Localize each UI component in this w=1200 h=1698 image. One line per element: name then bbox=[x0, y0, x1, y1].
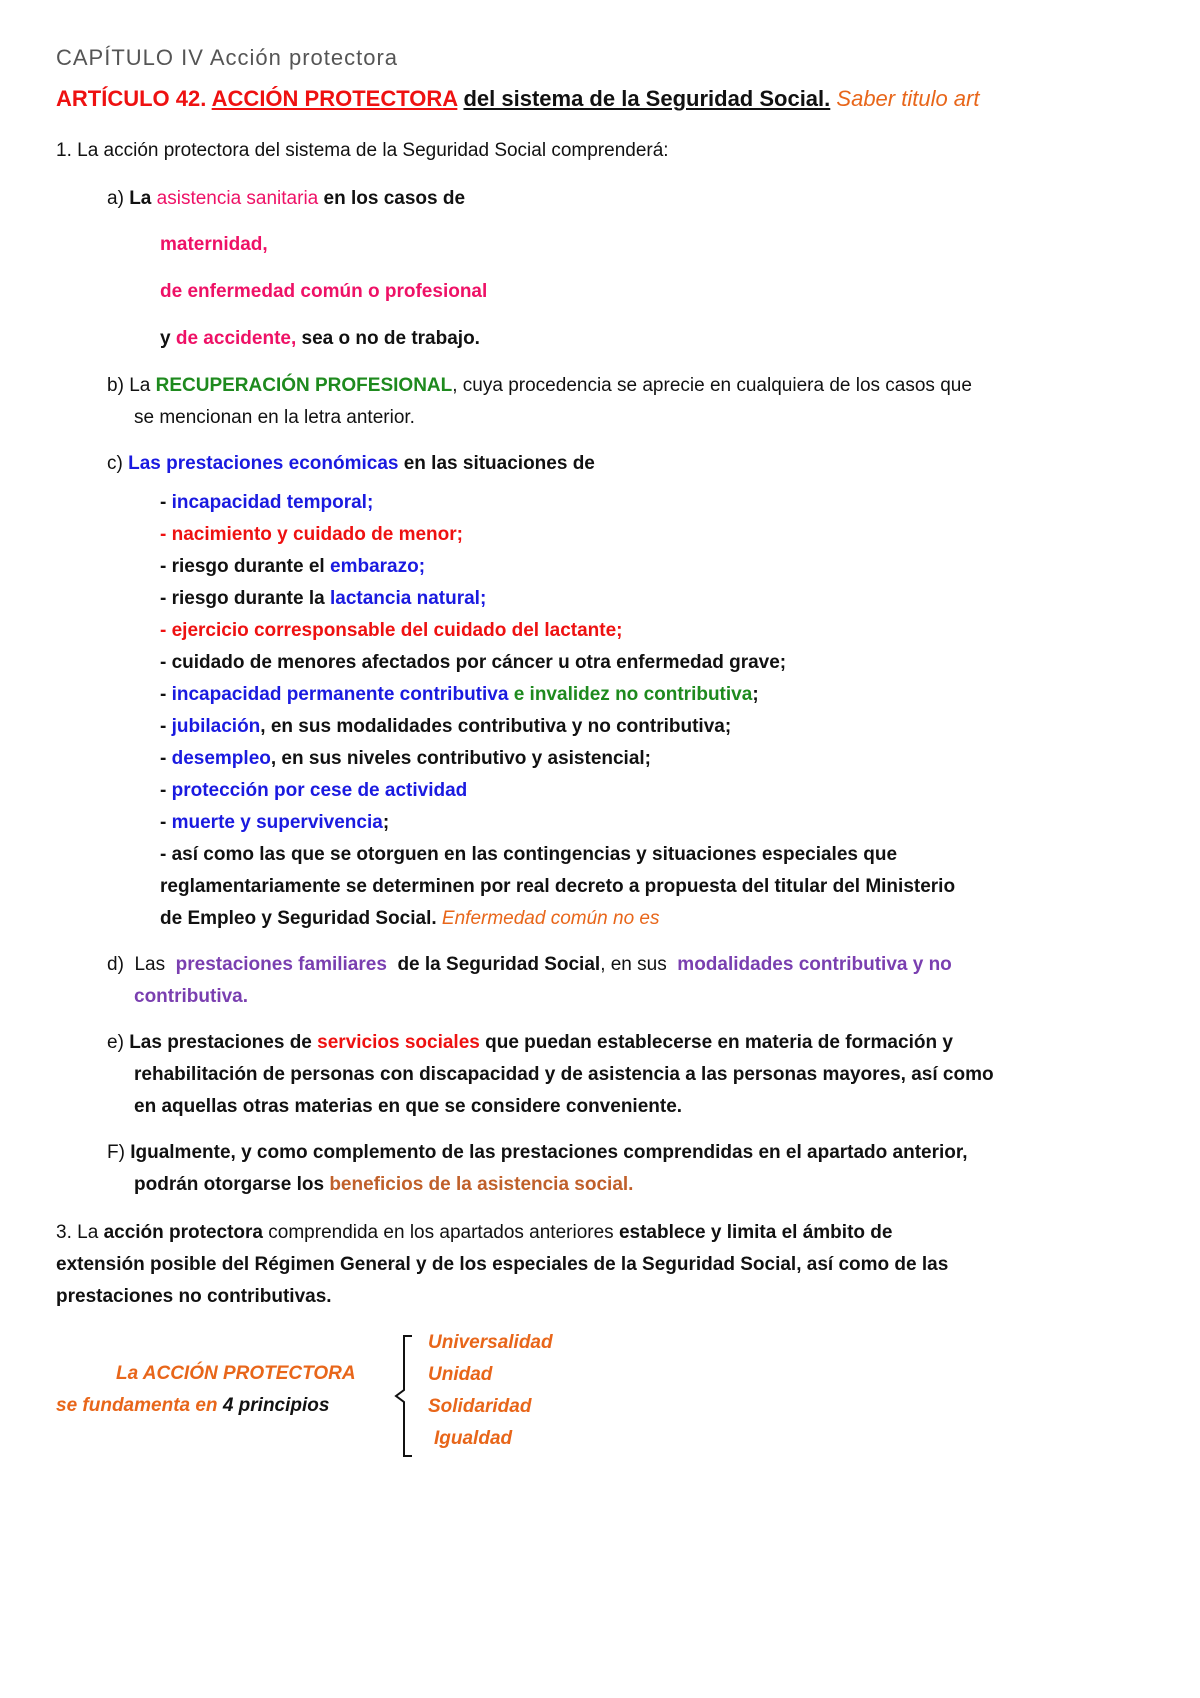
chapter-prefix: CAPÍTULO IV bbox=[56, 45, 204, 70]
principle-igualdad: Igualdad bbox=[434, 1428, 513, 1449]
summary-left-num: 4 principios bbox=[222, 1395, 330, 1416]
item-a-letter: a) bbox=[107, 188, 124, 209]
item-e-line2: rehabilitación de personas con discapacidad y de asistencia a las personas mayores, así como bbox=[134, 1064, 994, 1085]
item-f-line2 bbox=[134, 1173, 633, 1197]
article-heading-rest: del sistema de la Seguridad Social. bbox=[463, 86, 831, 111]
item-a-post: en los casos de bbox=[323, 188, 466, 209]
summary-left-line2 bbox=[56, 1394, 329, 1418]
bullet-jubilacion: - jubilación, en sus modalidades contributiva y no contributiva; bbox=[160, 716, 732, 737]
article-heading bbox=[56, 85, 979, 113]
bullet-text: ejercicio corresponsable del cuidado del lactante; bbox=[171, 620, 623, 641]
item-c-line1 bbox=[107, 452, 595, 476]
item-d-mid: de la Seguridad Social bbox=[397, 954, 601, 975]
bullet-incapacidad-permanente: - incapacidad permanente contributiva e invalidez no contributiva; bbox=[160, 684, 759, 705]
item-b-line1 bbox=[107, 374, 972, 398]
article-heading-underlined: ACCIÓN PROTECTORA bbox=[211, 86, 458, 111]
bullet-text: , en sus niveles contributivo y asistencial; bbox=[270, 748, 652, 769]
point3-line1 bbox=[56, 1221, 892, 1245]
item-a-accidente bbox=[160, 327, 480, 351]
item-c-post: en las situaciones de bbox=[403, 453, 595, 474]
bullet-muerte: - muerte y supervivencia; bbox=[160, 812, 390, 833]
article-number: ARTÍCULO 42. bbox=[56, 86, 207, 111]
item-b-pre: La bbox=[129, 375, 151, 396]
bullet-text: cuidado de menores afectados por cáncer u otra enfermedad grave; bbox=[171, 652, 787, 673]
item-e-letter: e) bbox=[107, 1032, 124, 1053]
bullet-cancer: - cuidado de menores afectados por cáncer u otra enfermedad grave; bbox=[160, 652, 787, 673]
item-d-mid2: , en sus bbox=[600, 954, 667, 975]
bullet-otras-l1: - así como las que se otorguen en las contingencias y situaciones especiales que bbox=[160, 844, 898, 865]
item-d-line2: contributiva. bbox=[134, 986, 249, 1007]
item-b-post: , cuya procedencia se aprecie en cualquiera de los casos que bbox=[452, 375, 972, 396]
item-a-maternidad: maternidad, bbox=[160, 234, 268, 255]
bullet-otras-l2: reglamentariamente se determinen por real decreto a propuesta del titular del Ministerio bbox=[160, 876, 956, 897]
curly-brace-icon bbox=[392, 1334, 418, 1458]
summary-left-line1: La ACCIÓN PROTECTORA bbox=[116, 1363, 356, 1384]
item-f-line1 bbox=[107, 1141, 968, 1165]
bullet-note: Enfermedad común no es bbox=[441, 908, 660, 929]
bullet-highlight: desempleo bbox=[171, 748, 271, 769]
article-note: Saber titulo art bbox=[836, 86, 980, 111]
item-b-line2: se mencionan en la letra anterior. bbox=[134, 407, 415, 428]
item-a-l4-pre: y bbox=[160, 328, 171, 349]
item-b-highlight: RECUPERACIÓN PROFESIONAL bbox=[155, 375, 453, 396]
item-e-post: que puedan establecerse en materia de formación y bbox=[485, 1032, 953, 1053]
bullet-text: incapacidad temporal; bbox=[171, 492, 374, 513]
item-a-line1 bbox=[107, 187, 465, 211]
bullet-text: riesgo durante la bbox=[171, 588, 325, 609]
chapter-title: Acción protectora bbox=[209, 45, 399, 70]
item-e-highlight: servicios sociales bbox=[317, 1032, 480, 1053]
item-d-line1 bbox=[107, 953, 952, 977]
bullet-highlight: lactancia natural; bbox=[330, 588, 487, 609]
item-d-letter: d) bbox=[107, 954, 124, 975]
bullet-end: ; bbox=[752, 684, 759, 705]
item-a-highlight: asistencia sanitaria bbox=[156, 188, 319, 209]
bullet-highlight: embarazo; bbox=[330, 556, 426, 577]
bullet-highlight: protección por cese de actividad bbox=[171, 780, 468, 801]
item-a-pre: La bbox=[129, 188, 152, 209]
bullet-incapacidad-temporal: - incapacidad temporal; bbox=[160, 492, 374, 513]
item-f-highlight: beneficios de la asistencia social. bbox=[329, 1174, 634, 1195]
point3-b: acción protectora bbox=[103, 1222, 263, 1243]
point3-a: La bbox=[77, 1222, 99, 1243]
item-c-highlight: Las prestaciones económicas bbox=[128, 453, 399, 474]
bullet-highlight: muerte y supervivencia bbox=[171, 812, 383, 833]
bullet-end: ; bbox=[382, 812, 390, 833]
bullet-highlight: jubilación bbox=[171, 716, 261, 737]
item-d-highlight-2: modalidades contributiva y no bbox=[677, 954, 952, 975]
bullet-cese-actividad: - protección por cese de actividad bbox=[160, 780, 468, 801]
bullet-desempleo: - desempleo, en sus niveles contributivo y asistencial; bbox=[160, 748, 652, 769]
summary-left-pre: se fundamenta en bbox=[56, 1395, 218, 1416]
point3-num: 3. bbox=[56, 1222, 72, 1243]
bullet-otras-l3 bbox=[160, 907, 660, 931]
intro-text: 1. La acción protectora del sistema de la Seguridad Social comprenderá: bbox=[56, 140, 669, 161]
item-e-pre: Las prestaciones de bbox=[129, 1032, 312, 1053]
principle-unidad: Unidad bbox=[428, 1364, 493, 1385]
bullet-text: de Empleo y Seguridad Social. bbox=[160, 908, 437, 929]
item-d-pre: Las bbox=[134, 954, 166, 975]
item-e-line3: en aquellas otras materias en que se considere conveniente. bbox=[134, 1096, 683, 1117]
item-b-letter: b) bbox=[107, 375, 124, 396]
item-a-l4-highlight: de accidente, bbox=[175, 328, 297, 349]
bullet-highlight-2: e invalidez no contributiva bbox=[513, 684, 753, 705]
item-a-l4-post: sea o no de trabajo. bbox=[301, 328, 480, 349]
item-c-letter: c) bbox=[107, 453, 123, 474]
point3-line2: extensión posible del Régimen General y de los especiales de la Seguridad Social, así como de las bbox=[56, 1254, 949, 1275]
bullet-cuidado-lactante: - ejercicio corresponsable del cuidado del lactante; bbox=[160, 620, 623, 641]
principle-universalidad: Universalidad bbox=[428, 1332, 553, 1353]
point3-c: comprendida en los apartados anteriores bbox=[268, 1222, 614, 1243]
item-e-line1 bbox=[107, 1031, 953, 1055]
bullet-text: , en sus modalidades contributiva y no contributiva; bbox=[260, 716, 732, 737]
bullet-embarazo: - riesgo durante el embarazo; bbox=[160, 556, 426, 577]
item-f-letter: F) bbox=[107, 1142, 125, 1163]
bullet-highlight: incapacidad permanente contributiva bbox=[171, 684, 509, 705]
item-f-text: Igualmente, y como complemento de las prestaciones comprendidas en el apartado anterior, bbox=[130, 1142, 968, 1163]
item-a-enfermedad: de enfermedad común o profesional bbox=[160, 281, 488, 302]
item-d-highlight-1: prestaciones familiares bbox=[175, 954, 387, 975]
bullet-text: nacimiento y cuidado de menor; bbox=[171, 524, 463, 545]
point3-line3: prestaciones no contributivas. bbox=[56, 1286, 332, 1307]
bullet-nacimiento: - nacimiento y cuidado de menor; bbox=[160, 524, 463, 545]
principle-solidaridad: Solidaridad bbox=[428, 1396, 532, 1417]
point3-d: establece y limita el ámbito de bbox=[618, 1222, 893, 1243]
item-f-pre: podrán otorgarse los bbox=[134, 1174, 325, 1195]
chapter-heading bbox=[56, 44, 398, 72]
bullet-lactancia: - riesgo durante la lactancia natural; bbox=[160, 588, 487, 609]
bullet-text: riesgo durante el bbox=[171, 556, 325, 577]
